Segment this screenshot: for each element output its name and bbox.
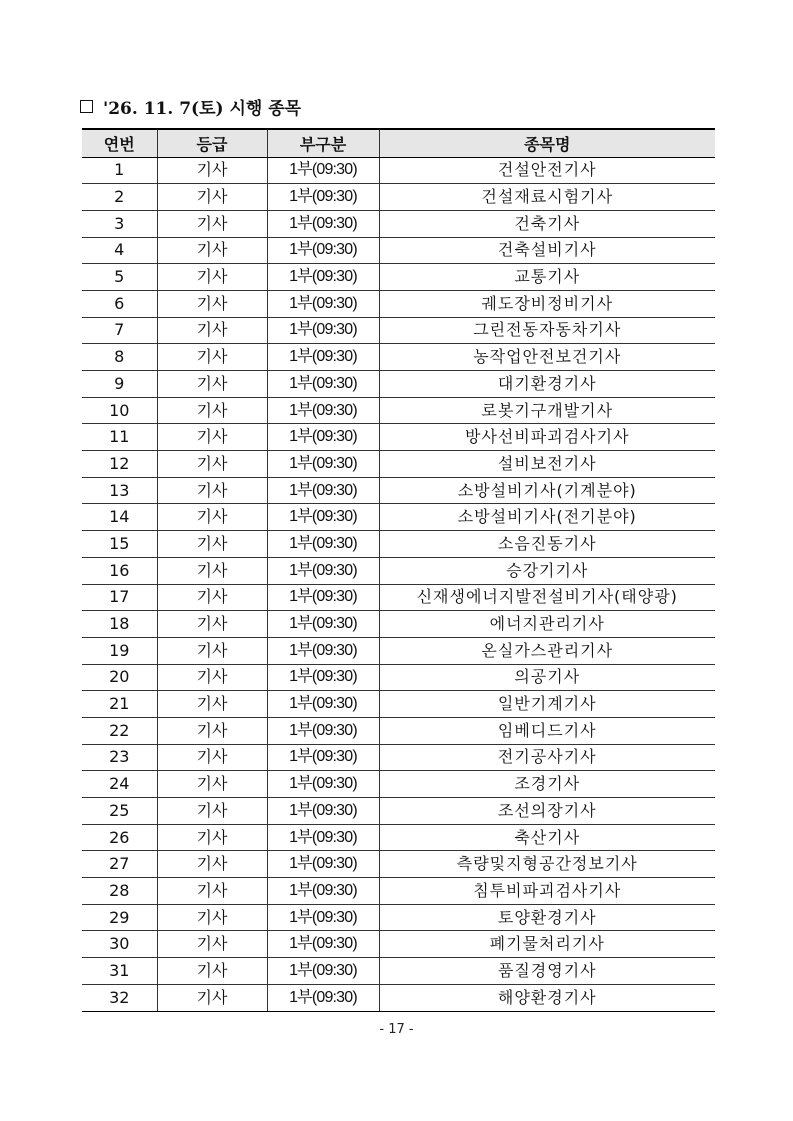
grade-cell: 기사 xyxy=(157,397,267,424)
serial-number-cell: 29 xyxy=(82,904,157,931)
grade-cell: 기사 xyxy=(157,344,267,371)
subject-name-cell: 에너지관리기사 xyxy=(379,611,715,638)
table-row xyxy=(82,664,715,691)
subject-name-cell: 축산기사 xyxy=(379,824,715,851)
page-number: - 17 - xyxy=(379,1022,414,1037)
serial-number-cell: 16 xyxy=(82,557,157,584)
serial-number-cell: 6 xyxy=(82,290,157,317)
subject-name-cell: 설비보전기사 xyxy=(379,451,715,478)
serial-number-cell: 13 xyxy=(82,477,157,504)
session-cell: 1부(09:30) xyxy=(267,424,379,451)
session-cell: 1부(09:30) xyxy=(267,824,379,851)
table-row xyxy=(82,210,715,237)
serial-number-cell: 5 xyxy=(82,264,157,291)
session-cell: 1부(09:30) xyxy=(267,771,379,798)
serial-number-cell: 32 xyxy=(82,984,157,1011)
serial-number-cell: 12 xyxy=(82,451,157,478)
session-cell: 1부(09:30) xyxy=(267,798,379,825)
serial-number-cell: 18 xyxy=(82,611,157,638)
grade-cell: 기사 xyxy=(157,717,267,744)
session-cell: 1부(09:30) xyxy=(267,958,379,985)
subject-name-cell: 품질경영기사 xyxy=(379,958,715,985)
grade-cell: 기사 xyxy=(157,477,267,504)
table-row xyxy=(82,771,715,798)
subject-name-cell: 소방설비기사(기계분야) xyxy=(379,477,715,504)
table-row xyxy=(82,184,715,211)
serial-number-cell: 24 xyxy=(82,771,157,798)
serial-number-cell: 28 xyxy=(82,878,157,905)
serial-number-cell: 7 xyxy=(82,317,157,344)
table-row xyxy=(82,851,715,878)
grade-cell: 기사 xyxy=(157,958,267,985)
grade-cell: 기사 xyxy=(157,771,267,798)
serial-number-cell: 21 xyxy=(82,691,157,718)
serial-number-cell: 20 xyxy=(82,664,157,691)
subject-name-cell: 승강기기사 xyxy=(379,557,715,584)
grade-cell: 기사 xyxy=(157,531,267,558)
header-session: 부구분 xyxy=(267,129,379,157)
table-row xyxy=(82,557,715,584)
session-cell: 1부(09:30) xyxy=(267,477,379,504)
subject-name-cell: 토양환경기사 xyxy=(379,904,715,931)
table-row xyxy=(82,584,715,611)
session-cell: 1부(09:30) xyxy=(267,344,379,371)
table-row xyxy=(82,958,715,985)
table-row xyxy=(82,931,715,958)
serial-number-cell: 26 xyxy=(82,824,157,851)
table-row xyxy=(82,824,715,851)
subject-name-cell: 건축설비기사 xyxy=(379,237,715,264)
table-row xyxy=(82,371,715,398)
table-row xyxy=(82,744,715,771)
subject-name-cell: 건축기사 xyxy=(379,210,715,237)
session-cell: 1부(09:30) xyxy=(267,904,379,931)
session-cell: 1부(09:30) xyxy=(267,584,379,611)
subject-name-cell: 신재생에너지발전설비기사(태양광) xyxy=(379,584,715,611)
header-subject-name: 종목명 xyxy=(379,129,715,157)
table-row xyxy=(82,611,715,638)
exam-schedule-table xyxy=(82,128,715,1012)
session-cell: 1부(09:30) xyxy=(267,851,379,878)
session-cell: 1부(09:30) xyxy=(267,664,379,691)
grade-cell: 기사 xyxy=(157,931,267,958)
subject-name-cell: 농작업안전보건기사 xyxy=(379,344,715,371)
grade-cell: 기사 xyxy=(157,611,267,638)
grade-cell: 기사 xyxy=(157,184,267,211)
table-row xyxy=(82,504,715,531)
grade-cell: 기사 xyxy=(157,744,267,771)
session-cell: 1부(09:30) xyxy=(267,451,379,478)
table-row xyxy=(82,984,715,1011)
session-cell: 1부(09:30) xyxy=(267,984,379,1011)
table-body xyxy=(82,157,715,1011)
subject-name-cell: 건설재료시험기사 xyxy=(379,184,715,211)
table-row xyxy=(82,264,715,291)
table-row xyxy=(82,451,715,478)
subject-name-cell: 폐기물처리기사 xyxy=(379,931,715,958)
grade-cell: 기사 xyxy=(157,451,267,478)
grade-cell: 기사 xyxy=(157,691,267,718)
table-row xyxy=(82,344,715,371)
serial-number-cell: 3 xyxy=(82,210,157,237)
session-cell: 1부(09:30) xyxy=(267,717,379,744)
section-heading-text: '26. 11. 7(토) 시행 종목 xyxy=(103,98,302,119)
table-row xyxy=(82,531,715,558)
subject-name-cell: 조경기사 xyxy=(379,771,715,798)
grade-cell: 기사 xyxy=(157,504,267,531)
table-row xyxy=(82,157,715,184)
grade-cell: 기사 xyxy=(157,637,267,664)
serial-number-cell: 22 xyxy=(82,717,157,744)
session-cell: 1부(09:30) xyxy=(267,531,379,558)
serial-number-cell: 17 xyxy=(82,584,157,611)
serial-number-cell: 14 xyxy=(82,504,157,531)
session-cell: 1부(09:30) xyxy=(267,317,379,344)
table-row xyxy=(82,290,715,317)
grade-cell: 기사 xyxy=(157,210,267,237)
grade-cell: 기사 xyxy=(157,424,267,451)
serial-number-cell: 10 xyxy=(82,397,157,424)
session-cell: 1부(09:30) xyxy=(267,504,379,531)
serial-number-cell: 11 xyxy=(82,424,157,451)
table-row xyxy=(82,878,715,905)
table-header-row xyxy=(82,129,715,157)
serial-number-cell: 31 xyxy=(82,958,157,985)
subject-name-cell: 방사선비파괴검사기사 xyxy=(379,424,715,451)
grade-cell: 기사 xyxy=(157,290,267,317)
grade-cell: 기사 xyxy=(157,824,267,851)
serial-number-cell: 25 xyxy=(82,798,157,825)
session-cell: 1부(09:30) xyxy=(267,210,379,237)
subject-name-cell: 그린전동자동차기사 xyxy=(379,317,715,344)
serial-number-cell: 2 xyxy=(82,184,157,211)
grade-cell: 기사 xyxy=(157,904,267,931)
subject-name-cell: 로봇기구개발기사 xyxy=(379,397,715,424)
table-header xyxy=(82,129,715,157)
grade-cell: 기사 xyxy=(157,878,267,905)
session-cell: 1부(09:30) xyxy=(267,371,379,398)
header-grade: 등급 xyxy=(157,129,267,157)
table-row xyxy=(82,717,715,744)
table-row xyxy=(82,904,715,931)
subject-name-cell: 임베디드기사 xyxy=(379,717,715,744)
grade-cell: 기사 xyxy=(157,237,267,264)
grade-cell: 기사 xyxy=(157,851,267,878)
session-cell: 1부(09:30) xyxy=(267,397,379,424)
subject-name-cell: 의공기사 xyxy=(379,664,715,691)
grade-cell: 기사 xyxy=(157,264,267,291)
subject-name-cell: 전기공사기사 xyxy=(379,744,715,771)
serial-number-cell: 15 xyxy=(82,531,157,558)
grade-cell: 기사 xyxy=(157,371,267,398)
subject-name-cell: 해양환경기사 xyxy=(379,984,715,1011)
session-cell: 1부(09:30) xyxy=(267,744,379,771)
session-cell: 1부(09:30) xyxy=(267,878,379,905)
serial-number-cell: 9 xyxy=(82,371,157,398)
header-serial-number: 연번 xyxy=(82,129,157,157)
grade-cell: 기사 xyxy=(157,317,267,344)
subject-name-cell: 소방설비기사(전기분야) xyxy=(379,504,715,531)
subject-name-cell: 대기환경기사 xyxy=(379,371,715,398)
grade-cell: 기사 xyxy=(157,798,267,825)
serial-number-cell: 4 xyxy=(82,237,157,264)
table-row xyxy=(82,317,715,344)
serial-number-cell: 8 xyxy=(82,344,157,371)
subject-name-cell: 교통기사 xyxy=(379,264,715,291)
session-cell: 1부(09:30) xyxy=(267,637,379,664)
session-cell: 1부(09:30) xyxy=(267,290,379,317)
table-row xyxy=(82,397,715,424)
table-row xyxy=(82,691,715,718)
table-row xyxy=(82,424,715,451)
table-row xyxy=(82,477,715,504)
serial-number-cell: 30 xyxy=(82,931,157,958)
session-cell: 1부(09:30) xyxy=(267,264,379,291)
subject-name-cell: 침투비파괴검사기사 xyxy=(379,878,715,905)
session-cell: 1부(09:30) xyxy=(267,931,379,958)
checkbox-square-icon xyxy=(80,100,93,113)
session-cell: 1부(09:30) xyxy=(267,237,379,264)
subject-name-cell: 측량및지형공간정보기사 xyxy=(379,851,715,878)
serial-number-cell: 23 xyxy=(82,744,157,771)
subject-name-cell: 온실가스관리기사 xyxy=(379,637,715,664)
table-row xyxy=(82,237,715,264)
session-cell: 1부(09:30) xyxy=(267,611,379,638)
grade-cell: 기사 xyxy=(157,157,267,184)
table-row xyxy=(82,637,715,664)
grade-cell: 기사 xyxy=(157,664,267,691)
session-cell: 1부(09:30) xyxy=(267,691,379,718)
subject-name-cell: 일반기계기사 xyxy=(379,691,715,718)
grade-cell: 기사 xyxy=(157,557,267,584)
table-row xyxy=(82,798,715,825)
session-cell: 1부(09:30) xyxy=(267,557,379,584)
section-heading xyxy=(80,94,301,118)
serial-number-cell: 19 xyxy=(82,637,157,664)
grade-cell: 기사 xyxy=(157,584,267,611)
subject-name-cell: 조선의장기사 xyxy=(379,798,715,825)
session-cell: 1부(09:30) xyxy=(267,157,379,184)
subject-name-cell: 건설안전기사 xyxy=(379,157,715,184)
subject-name-cell: 궤도장비정비기사 xyxy=(379,290,715,317)
serial-number-cell: 1 xyxy=(82,157,157,184)
serial-number-cell: 27 xyxy=(82,851,157,878)
subject-name-cell: 소음진동기사 xyxy=(379,531,715,558)
grade-cell: 기사 xyxy=(157,984,267,1011)
session-cell: 1부(09:30) xyxy=(267,184,379,211)
